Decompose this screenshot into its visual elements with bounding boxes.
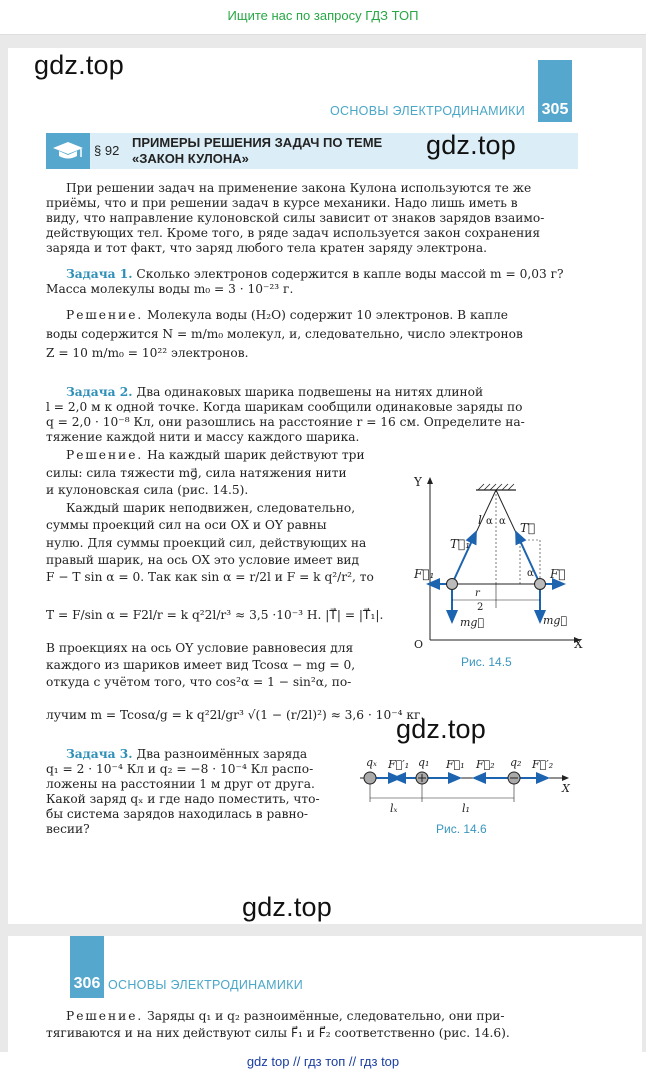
- label-qx: qₓ: [366, 756, 377, 769]
- label-mg-right: mg⃗: [543, 614, 568, 627]
- section-header: ОСНОВЫ ЭЛЕКТРОДИНАМИКИ: [330, 104, 525, 118]
- label-r: r: [475, 588, 480, 599]
- label-f2p: F⃗′₂: [532, 758, 554, 771]
- label-alpha-2: α: [499, 516, 506, 527]
- equation-line-3: лучим m = Tcosα/g = k q²2l/gr³ √(1 − (r/2l)²) ≈ 3,6 · 10⁻⁴ кг.: [46, 708, 425, 722]
- label-l1: l₁: [462, 802, 470, 815]
- label-t: T⃗: [520, 521, 536, 535]
- label-y: Y: [414, 475, 422, 489]
- task-1: Задача 1. Сколько электронов содержится в капле воды массой m = 0,03 г? Масса молекулы воды m₀ = 3 · 10⁻²³ г.: [46, 267, 564, 296]
- task-1-solution: Решение. Молекула воды (H₂O) содержит 10 электронов. В капле воды содержится N = m/m₀ молекул, и, следовательно, число электронов Z = 10 m/m₀ = 10²² электронов.: [46, 308, 523, 360]
- label-lx: lₓ: [390, 802, 398, 815]
- bottom-bar: [0, 1052, 646, 1076]
- figure-14-5: [400, 472, 590, 648]
- figure-14-6: [356, 754, 578, 818]
- page-number: 306: [70, 936, 104, 998]
- watermark: gdz.top: [34, 50, 124, 80]
- watermark: gdz.top: [396, 714, 486, 744]
- figure-14-6-caption: Рис. 14.6: [436, 822, 487, 836]
- page-number: 305: [538, 60, 572, 122]
- page-306: [8, 936, 642, 1052]
- label-q2: q₂: [510, 756, 522, 769]
- task-2-solution-cont: В проекциях на ось OY условие равновесия для каждого из шариков имеет вид Tcosα − mg = 0, откуда с учётом того, что cos²α = 1 − sin²α, по-: [46, 641, 356, 689]
- task-2-label: Задача 2.: [66, 385, 133, 399]
- label-f2: F⃗₂: [476, 758, 495, 771]
- figure-14-5-caption: Рис. 14.5: [461, 655, 512, 669]
- label-alpha-1: α: [486, 516, 493, 527]
- top-banner: [0, 0, 646, 35]
- bottom-links[interactable]: gdz top // гдз топ // гдз top: [246, 1054, 400, 1069]
- label-o: O: [414, 638, 424, 648]
- label-f1: F⃗₁: [414, 567, 435, 581]
- task-1-label: Задача 1.: [66, 267, 133, 281]
- label-t1: T⃗₁: [450, 537, 471, 551]
- label-x: X: [562, 782, 570, 795]
- label-mg-left: mg⃗: [460, 616, 485, 629]
- banner-link[interactable]: Ищите нас по запросу ГДЗ ТОП: [227, 8, 419, 23]
- task-3: Задача 3. Два разноимённых заряда q₁ = 2 · 10⁻⁴ Кл и q₂ = −8 · 10⁻⁴ Кл распо- ложены на расстоянии 1 м друг от друга. Какой заряд qₓ и где надо поместить, что- бы система зарядов находилась в равно- весии?: [46, 747, 320, 836]
- ball-left: [447, 579, 458, 590]
- page-306-solution: Решение. Заряды q₁ и q₂ разноимённые, следовательно, они при- тягиваются и на них действуют силы F⃗₁ и F⃗₂ соответственно (рис. 14.6).: [46, 1009, 510, 1040]
- label-q1: q₁: [418, 756, 430, 769]
- intro-paragraph: При решении задач на применение закона Кулона используются те же приёмы, что и при решении задач в курсе механики. Надо лишь иметь в виду, что направление кулоновской силы зависит от знаков зарядов взаимо- действующих тел. Кроме того, в ряде задач используется закон сохранения заряда и тот факт, что заряд любого тела кратен заряду электрона.: [46, 181, 545, 255]
- graduation-cap-icon: [46, 133, 90, 169]
- label-alpha-3: α: [527, 568, 534, 579]
- watermark: gdz.top: [426, 130, 516, 160]
- page-305: [8, 48, 642, 924]
- section-header: ОСНОВЫ ЭЛЕКТРОДИНАМИКИ: [108, 978, 303, 992]
- label-f1p: F⃗′₁: [388, 758, 410, 771]
- charge-qx: [364, 772, 376, 784]
- section-number: § 92: [94, 143, 120, 158]
- watermark: gdz.top: [242, 892, 332, 922]
- task-2-solution: Решение. На каждый шарик действуют три силы: сила тяжести mg⃗, сила натяжения нити и кулоновская сила (рис. 14.5). Каждый шарик неподвижен, следовательно, суммы проекций сил на оси OX и OY равны нулю. Для суммы проекций сил, действующих на правый шарик, на ось OX это условие имеет вид: [46, 448, 367, 567]
- task-2: Задача 2. Два одинаковых шарика подвешены на нитях длиной l = 2,0 м к одной точке. Когда шарикам сообщили одинаковые заряды по q = 2,0 · 10⁻⁸ Кл, они разошлись на расстояние r = 16 см. Определите на- тяжение каждой нити и массу каждого шарика.: [46, 385, 525, 444]
- label-f1: F⃗₁: [446, 758, 465, 771]
- section-title: ПРИМЕРЫ РЕШЕНИЯ ЗАДАЧ ПО ТЕМЕ «ЗАКОН КУЛОНА»: [132, 135, 383, 166]
- label-f: F⃗: [550, 567, 566, 581]
- label-l: l: [478, 513, 482, 527]
- equation-line-2: T = F/sin α = F2l/r = k q²2l/r³ ≈ 3,5 ·10⁻³ Н. |T⃗| = |T⃗₁|.: [46, 608, 384, 622]
- label-two: 2: [477, 602, 484, 613]
- equation-line-1: F − T sin α = 0. Так как sin α = r/2l и F = k q²/r², то: [46, 570, 374, 584]
- ball-right: [535, 579, 546, 590]
- task-3-label: Задача 3.: [66, 747, 133, 761]
- label-x: X: [574, 637, 583, 648]
